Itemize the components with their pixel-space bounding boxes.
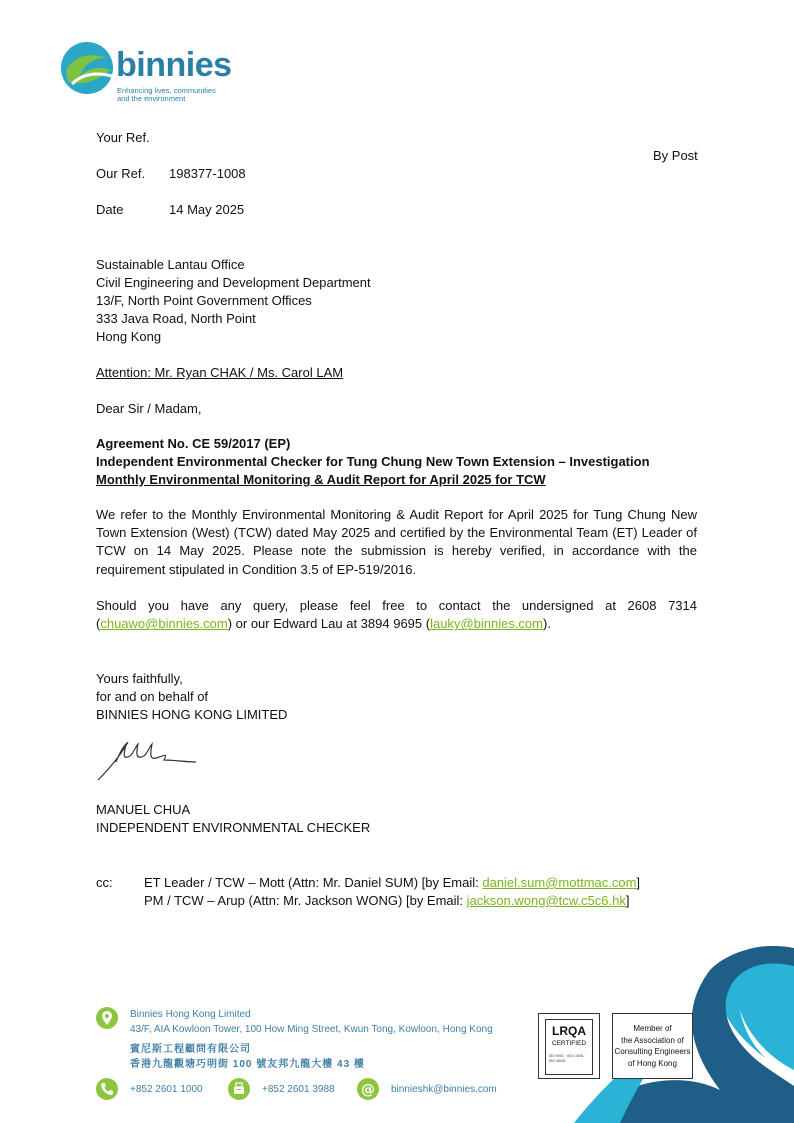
delivery-method: By Post bbox=[653, 148, 698, 163]
date-value: 14 May 2025 bbox=[169, 202, 245, 217]
logo-tagline-2: and the environment bbox=[117, 94, 186, 103]
recipient-line: Sustainable Lantau Office bbox=[96, 257, 245, 272]
member-text: the Association of bbox=[621, 1035, 684, 1045]
acehk-member-badge bbox=[612, 1013, 693, 1079]
logo-wordmark: binnies bbox=[116, 46, 232, 84]
your-ref-label: Your Ref. bbox=[96, 130, 150, 145]
signatory-title: INDEPENDENT ENVIRONMENTAL CHECKER bbox=[96, 820, 371, 835]
logo-tagline-1: Enhancing lives, communities bbox=[117, 86, 216, 95]
member-text: Member of bbox=[633, 1024, 672, 1033]
email-link-chuawo[interactable]: chuawo@binnies.com bbox=[100, 616, 228, 632]
fax-icon bbox=[228, 1078, 250, 1100]
footer-address: 43/F, AIA Kowloon Tower, 100 How Ming Street, Kwun Tong, Kowloon, Hong Kong bbox=[130, 1024, 493, 1035]
attention-line: Attention: Mr. Ryan CHAK / Ms. Carol LAM bbox=[96, 365, 344, 380]
lrqa-text: LRQA bbox=[552, 1024, 586, 1038]
body-paragraph-1: We refer to the Monthly Environmental Monitoring & Audit Report for April 2025 for Tung Chung New Town Extension (West) (TCW) dated May 2025 and certified by the Environmental Team (ET) Leader of TCW on 14 May 2025. Please note the submission is hereby verified, in accordance with the requirement stipulated in Condition 3.5 of EP-519/2016. bbox=[96, 507, 697, 577]
our-ref-label: Our Ref. bbox=[96, 166, 146, 181]
recipient-line: Civil Engineering and Development Department bbox=[96, 275, 371, 290]
email-link-jackson-wong[interactable]: jackson.wong@tcw.c5c6.hk bbox=[466, 893, 626, 908]
salutation: Dear Sir / Madam, bbox=[96, 401, 202, 416]
footer-fax: +852 2601 3988 bbox=[262, 1084, 335, 1095]
footer-address-zh: 香港九龍觀塘巧明街 100 號友邦九龍大樓 43 樓 bbox=[130, 1059, 365, 1070]
footer-phone: +852 2601 1000 bbox=[130, 1084, 203, 1095]
handwritten-signature bbox=[94, 738, 204, 784]
body-text: ). bbox=[543, 616, 551, 632]
email-link-daniel-sum[interactable]: daniel.sum@mottmac.com bbox=[482, 875, 637, 890]
company-logo bbox=[60, 40, 240, 106]
cc-text: ET Leader / TCW – Mott (Attn: Mr. Daniel SUM) [by Email: bbox=[144, 875, 483, 890]
subject-title: Independent Environmental Checker for Tung Chung New Town Extension – Investigation bbox=[96, 454, 650, 469]
closing-line: for and on behalf of bbox=[96, 689, 209, 704]
cc-text: PM / TCW – Arup (Attn: Mr. Jackson WONG) [by Email: bbox=[144, 893, 467, 908]
phone-icon bbox=[96, 1078, 118, 1100]
cc-line-2 bbox=[144, 892, 629, 910]
cc-close: ] bbox=[625, 893, 630, 908]
recipient-line: Hong Kong bbox=[96, 329, 162, 344]
lrqa-certification-badge bbox=[538, 1013, 600, 1079]
member-text: Consulting Engineers bbox=[614, 1047, 691, 1056]
date-label: Date bbox=[96, 202, 124, 217]
footer-email: binnieshk@binnies.com bbox=[391, 1084, 497, 1095]
email-at-icon bbox=[357, 1078, 379, 1100]
footer-company-zh: 賓尼斯工程顧問有限公司 bbox=[130, 1044, 251, 1055]
footer-company: Binnies Hong Kong Limited bbox=[130, 1009, 251, 1020]
recipient-line: 13/F, North Point Government Offices bbox=[96, 293, 312, 308]
our-ref-value: 198377-1008 bbox=[169, 166, 246, 181]
iso-text: ISO 9001 · ISO 14001 · ISO 45001 bbox=[549, 1054, 586, 1063]
body-text: Should you have any query, please feel free to contact the undersigned at 2608 7314 ( bbox=[96, 598, 697, 632]
svg-text:@: @ bbox=[361, 1082, 375, 1098]
closing-line: Yours faithfully, bbox=[96, 671, 183, 686]
cc-close: ] bbox=[636, 875, 641, 890]
subject-agreement: Agreement No. CE 59/2017 (EP) bbox=[96, 436, 291, 451]
subject-report: Monthly Environmental Monitoring & Audit Report for April 2025 for TCW bbox=[96, 472, 546, 487]
member-text: of Hong Kong bbox=[628, 1058, 677, 1068]
location-pin-icon bbox=[96, 1007, 118, 1029]
closing-company: BINNIES HONG KONG LIMITED bbox=[96, 707, 288, 722]
cc-label: cc: bbox=[96, 875, 113, 890]
body-text: ) or our Edward Lau at 3894 9695 ( bbox=[227, 616, 431, 632]
certified-text: CERTIFIED bbox=[551, 1040, 587, 1047]
email-link-lauky[interactable]: lauky@binnies.com bbox=[430, 616, 543, 632]
recipient-line: 333 Java Road, North Point bbox=[96, 311, 256, 326]
logo-mark-icon bbox=[60, 40, 116, 96]
body-paragraph-2 bbox=[96, 597, 697, 633]
signatory-name: MANUEL CHUA bbox=[96, 802, 191, 817]
cc-line-1 bbox=[144, 874, 640, 892]
